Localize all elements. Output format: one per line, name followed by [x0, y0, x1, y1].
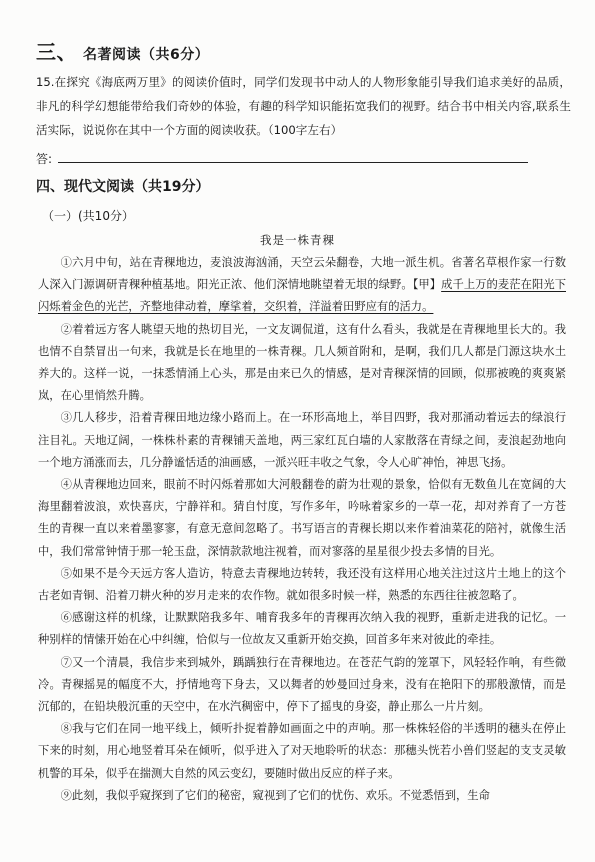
question-15-text: 15.在探究《海底两万里》的阅读价值时，同学们发现书中动人的人物形象能引导我们追求美好的品质，非凡的科学幻想能带给我们奇妙的体验，有趣的科学知识能拓宽我们的视野。结合书中相关内容,联系生活实际，说说你在其中一个方面的阅读收获。（100字左右） — [36, 75, 571, 137]
section-3-heading — [36, 36, 209, 65]
section-3-number: 三、 — [36, 40, 77, 64]
paragraph-1-text: ①六月中旬，站在青稞地边，麦浪波海汹涌，天空云朵翻卷，大地一派生机。省著名草根作家一行数人深入门源调研青稞种植基地。阳光正浓、他们深情地眺望着无垠的绿野。【甲】 — [38, 256, 566, 292]
answer-line[interactable] — [58, 152, 528, 163]
essay-paragraph-8: ⑧我与它们在同一地平线上，倾听扑捉着静如画面之中的声响。那一株株轻俗的半透明的穗头在停止下来的时刻，用心地竖着耳朵在倾听，似乎进入了对天地聆听的状态：那穗头恍若小兽们竖起的支支灵敏机警的耳朵，似乎在揣测大自然的风云变幻，要随时做出反应的样子来。 — [38, 722, 566, 780]
essay-paragraph-7: ⑦又一个清晨，我信步来到城外，踽踽独行在青稞地边。在苍茫气韵的笼罩下，风轻轻作响，有些微冷。青稞摇晃的幅度不大，抒情地弯下身去，又以舞者的妙曼回过身来，没有在艳阳下的那般激情，而是沉郁的，在铅块般沉重的天空中，在水汽稠密中，停下了摇曳的身姿，静止那么一片片刻。 — [38, 655, 566, 714]
essay-paragraph-3: ③几人移步，沿着青稞田地边缘小路而上。在一环形高地上，举目四野，我对那涌动着远去的绿浪行注目礼。天地辽阔，一株株朴素的青稞铺天盖地，两三家红瓦白墙的人家散落在青绿之间，麦浪起劲地向一个地方涌涨而去，几分静谧恬适的油画感，一派兴旺丰收之气象，令人心旷神怡，神思飞扬。 — [38, 411, 566, 469]
underlined-sentence: 成千上万的麦茫在阳光下闪烁着金色的光芒，齐整地律动着，摩挲着，交织着，洋溢着田野应有的活力。 — [38, 278, 566, 314]
essay-paragraph-2: ②着着远方客人眺望天地的热切目光，一文友调侃道，这有什么看头，我就是在青稞地里长大的。我也情不自禁冒出一句来，我就是长在地里的一株青稞。几人频首附和，是啊，我们几人都是门源这块水土养大的。这样一说，一抹悉情涌上心头，那是由来已久的情感，是对青稞深情的回顾，似那被晚的爽爽紧岚，在心里悄然升腾。 — [38, 322, 566, 403]
essay-paragraph-5: ⑤如果不是今天远方客人造访，特意去青稞地边转转，我还没有这样用心地关注过这片土地上的这个古老如青铜、沿着刀耕火种的岁月走来的农作物。就如很多时候一样，熟悉的东西往往被忽略了。 — [38, 566, 566, 603]
essay-body — [38, 252, 566, 807]
section-3-title: 名著阅读（共6分） — [83, 47, 210, 63]
essay-title: 我是一株青稞 — [260, 233, 335, 247]
subsection-heading: （一）(共10分） — [42, 209, 134, 223]
essay-paragraph-4: ④从青稞地边回来，眼前不时闪烁着那如大河般翻卷的蔚为壮观的景象，恰似有无数鱼儿在宽阔的大海里翻着波浪，欢快喜庆，宁静祥和。猜自忖度，写作多年，吟咏着家乡的一草一花，却对养育了一方苍生的青稞一直以来着墨寥寥，有意无意间忽略了。书写语言的青稞长期以来作着油菜花的陪衬，就像生活中，我们常常钟情于那一轮玉盘，深情款款地注视着，而对寥落的星星很少投去多情的目光。 — [38, 478, 566, 558]
essay-paragraph-9: ⑨此刻，我似乎窥探到了它们的秘密，窥视到了它们的忧伤、欢乐。不觉悉悟到，生命 — [60, 788, 490, 802]
answer-row — [36, 150, 556, 167]
essay-paragraph-1 — [38, 252, 566, 319]
section-4-heading: 四、现代文阅读（共19分） — [36, 179, 210, 195]
answer-label: 答: — [36, 152, 53, 166]
essay-paragraph-6: ⑥感谢这样的机缘，让默默陪我多年、哺育我多年的青稞再次纳入我的视野，重新走进我的记忆。一种别样的情愫开始在心中纠缠，恰似与一位故友又重新开始交换，回首多年来对彼此的牵挂。 — [38, 611, 566, 647]
